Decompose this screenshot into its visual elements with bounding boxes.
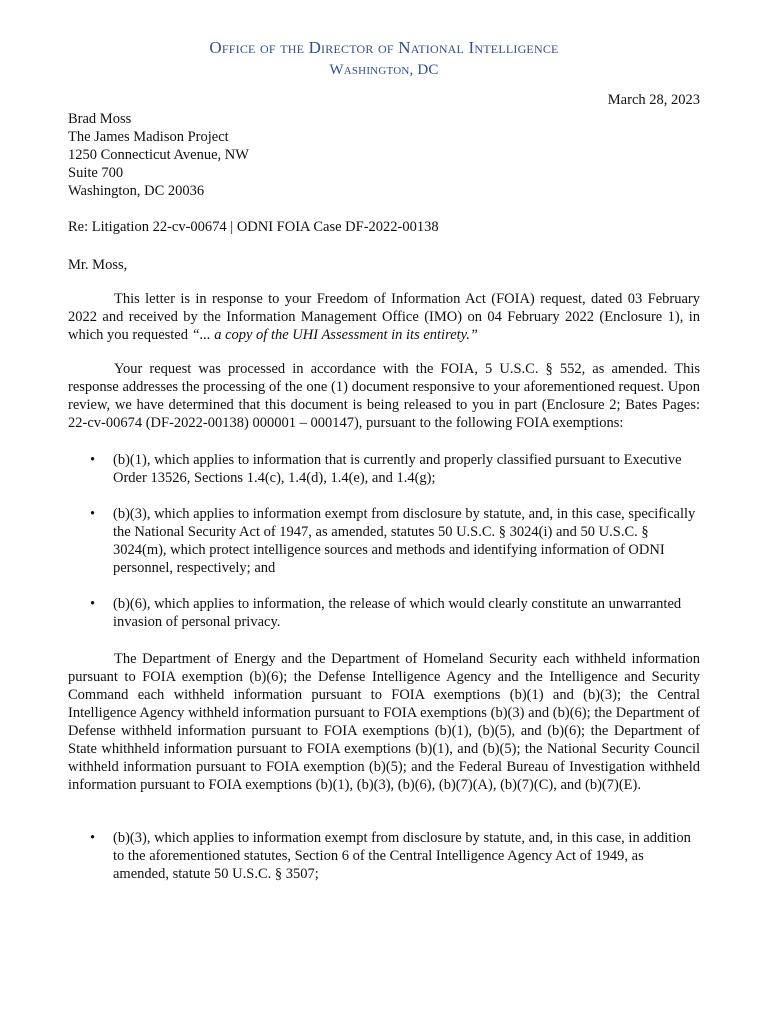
bullet-icon: • xyxy=(90,452,96,468)
bullet-icon: • xyxy=(90,830,96,846)
exemption-b6-text: (b)(6), which applies to information, the release of which would clearly constitute an unwarranted invasion of personal privacy. xyxy=(113,596,682,630)
paragraph-processing-text: Your request was processed in accordance with the FOIA, 5 U.S.C. § 552, as amended. This response addresses the processing of the one (1) document responsive to your aforementioned request. Upon review, we have determined that this document is being released to you in part (Enclosure 2; Bates Pages: 22-cv-00674 (DF-2022-00138) 000001 – 000147), pursuant to the following FOIA exemptions: xyxy=(68,361,700,431)
paragraph-agencies-text: The Department of Energy and the Department of Homeland Security each withheld information pursuant to FOIA exemption (b)(6); the Defense Intelligence Agency and the Intelligence and Security Command each withheld information pursuant to FOIA exemptions (b)(1) and (b)(3); the Central Intelligence Agency withheld information pursuant to FOIA exemptions (b)(3) and (b)(6); the Department of Defense withheld information pursuant to FOIA exemptions (b)(1), (b)(5), and (b)(6); the Department of State whithheld information pursuant to FOIA exemptions (b)(1), and (b)(5); the National Security Council withheld information pursuant to FOIA exemption (b)(5); and the Federal Bureau of Investigation withheld information pursuant to FOIA exemptions (b)(1), (b)(3), (b)(6), (b)(7)(A), (b)(7)(C), and (b)(7)(E). xyxy=(68,651,700,793)
paragraph-agencies xyxy=(68,650,700,794)
recipient-city: Washington, DC 20036 xyxy=(68,183,205,199)
recipient-name: Brad Moss xyxy=(68,111,132,127)
list-item xyxy=(68,505,700,577)
paragraph-request xyxy=(68,290,700,344)
letter-date: March 28, 2023 xyxy=(607,92,700,108)
list-item xyxy=(68,595,700,631)
recipient-address xyxy=(68,110,700,200)
exemption-cia-text: (b)(3), which applies to information exempt from disclosure by statute, and, in this case, in addition to the aforementioned statutes, Section 6 of the Central Intelligence Agency Act of 1949, as amended, statute 50 U.S.C. § 3507; xyxy=(113,830,691,882)
bullet-icon: • xyxy=(90,596,96,612)
exemption-b1-text: (b)(1), which applies to information that is currently and properly classified pursuant to Executive Order 13526, Sections 1.4(c), 1.4(d), 1.4(e), and 1.4(g); xyxy=(113,452,682,486)
letterhead-location: Washington, DC xyxy=(329,62,439,78)
exemption-b3-text: (b)(3), which applies to information exempt from disclosure by statute, and, in this case, specifically the National Security Act of 1947, as amended, statutes 50 U.S.C. § 3024(i) and 50 U.S.C. § 3024(m), which protect intelligence sources and methods and identifying information of ODNI personnel, respectively; and xyxy=(113,506,696,576)
letterhead-office: Office of the Director of National Intelligence xyxy=(209,38,559,57)
recipient-suite: Suite 700 xyxy=(68,165,124,181)
list-item xyxy=(68,829,700,883)
requested-quote: “... a copy of the UHI Assessment in its entirety.” xyxy=(191,327,478,343)
reference-line: Re: Litigation 22-cv-00674 | ODNI FOIA Case DF-2022-00138 xyxy=(68,219,439,235)
paragraph-request-text: This letter is in response to your Freedom of Information Act (FOIA) request, dated 03 February 2022 and received by the Information Management Office (IMO) on 04 February 2022 (Enclosure 1), in which you requested xyxy=(68,291,700,343)
recipient-organization: The James Madison Project xyxy=(68,129,229,145)
bullet-icon: • xyxy=(90,506,96,522)
salutation: Mr. Moss, xyxy=(68,257,128,273)
paragraph-processing xyxy=(68,360,700,432)
list-item xyxy=(68,451,700,487)
recipient-street: 1250 Connecticut Avenue, NW xyxy=(68,147,249,163)
